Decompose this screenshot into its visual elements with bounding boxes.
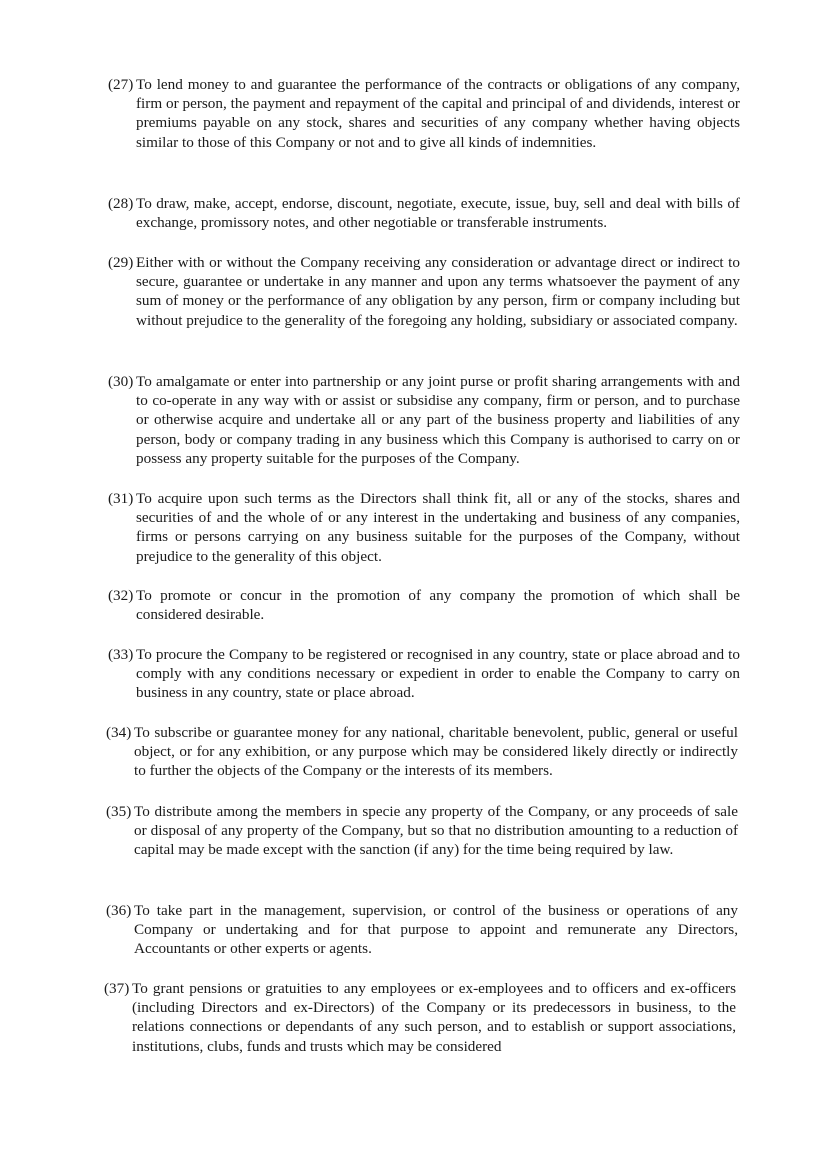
clause-number: (27) [108,76,134,93]
clause-27 [108,75,740,152]
clause-number: (37) [104,980,130,997]
clause-text: To distribute among the members in specie any property of the Company, or any proceeds of sale or disposal of any property of the Company, but so that no distribution amounting to a reduction of capital may be made except with the sanction (if any) for the time being required by law. [134,803,738,859]
clause-number: (32) [108,587,134,604]
clause-text: To acquire upon such terms as the Directors shall think fit, all or any of the stocks, shares and securities of and the whole of or any interest in the undertaking and business of any companies, firms or persons carrying on any business suitable for the purposes of the Company, without prejudice to the generality of this object. [136,490,740,565]
clause-number: (36) [106,902,132,919]
clause-number: (29) [108,254,134,271]
clause-text: To subscribe or guarantee money for any national, charitable benevolent, public, general or useful object, or for any exhibition, or any purpose which may be considered likely directly or indirectly to further the objects of the Company or the interests of its members. [134,724,738,780]
clause-number: (35) [106,803,132,820]
clause-34 [106,723,738,781]
clause-35 [106,802,738,860]
clause-text: To take part in the management, supervision, or control of the business or operations of any Company or undertaking and for that purpose to appoint and remunerate any Directors, Accountants or other experts or agents. [134,902,738,958]
clause-text: To amalgamate or enter into partnership or any joint purse or profit sharing arrangements with and to co-operate in any way with or assist or subsidise any company, firm or person, and to purchase or otherwise acquire and undertake all or any part of the business property and liabilities of any person, body or company trading in any business which this Company is authorised to carry on or possess any property suitable for the purposes of the Company. [136,373,740,467]
clause-number: (34) [106,724,132,741]
clause-28 [108,194,740,232]
clause-number: (33) [108,646,134,663]
clause-32 [108,586,740,624]
clause-text: To promote or concur in the promotion of any company the promotion of which shall be considered desirable. [136,587,740,624]
clause-number: (28) [108,195,134,212]
clause-text: To procure the Company to be registered or recognised in any country, state or place abroad and to comply with any conditions necessary or expedient in order to enable the Company to carry on business in any country, state or place abroad. [136,646,740,702]
clause-29 [108,253,740,330]
clause-text: To grant pensions or gratuities to any employees or ex-employees and to officers and ex-officers (including Directors and ex-Directors) of the Company or its predecessors in business, to the relations connections or dependants of any such person, and to establish or support associations, institutions, clubs, funds and trusts which may be considered [132,980,736,1055]
clause-text: To lend money to and guarantee the performance of the contracts or obligations of any company, firm or person, the payment and repayment of the capital and principal of and dividends, interest or premiums payable on any stock, shares and securities of any company whether having objects similar to those of this Company or not and to give all kinds of indemnities. [136,76,740,151]
clause-36 [106,901,738,959]
clause-number: (31) [108,490,134,507]
clause-37 [104,979,736,1056]
clause-31 [108,489,740,566]
clause-number: (30) [108,373,134,390]
clause-33 [108,645,740,703]
clause-30 [108,372,740,468]
clause-text: To draw, make, accept, endorse, discount, negotiate, execute, issue, buy, sell and deal with bills of exchange, promissory notes, and other negotiable or transferable instruments. [136,195,740,232]
clause-text: Either with or without the Company receiving any consideration or advantage direct or indirect to secure, guarantee or undertake in any manner and upon any terms whatsoever the payment of any sum of money or the performance of any obligation by any person, firm or company including but without prejudice to the generality of the foregoing any holding, subsidiary or associated company. [136,254,740,329]
